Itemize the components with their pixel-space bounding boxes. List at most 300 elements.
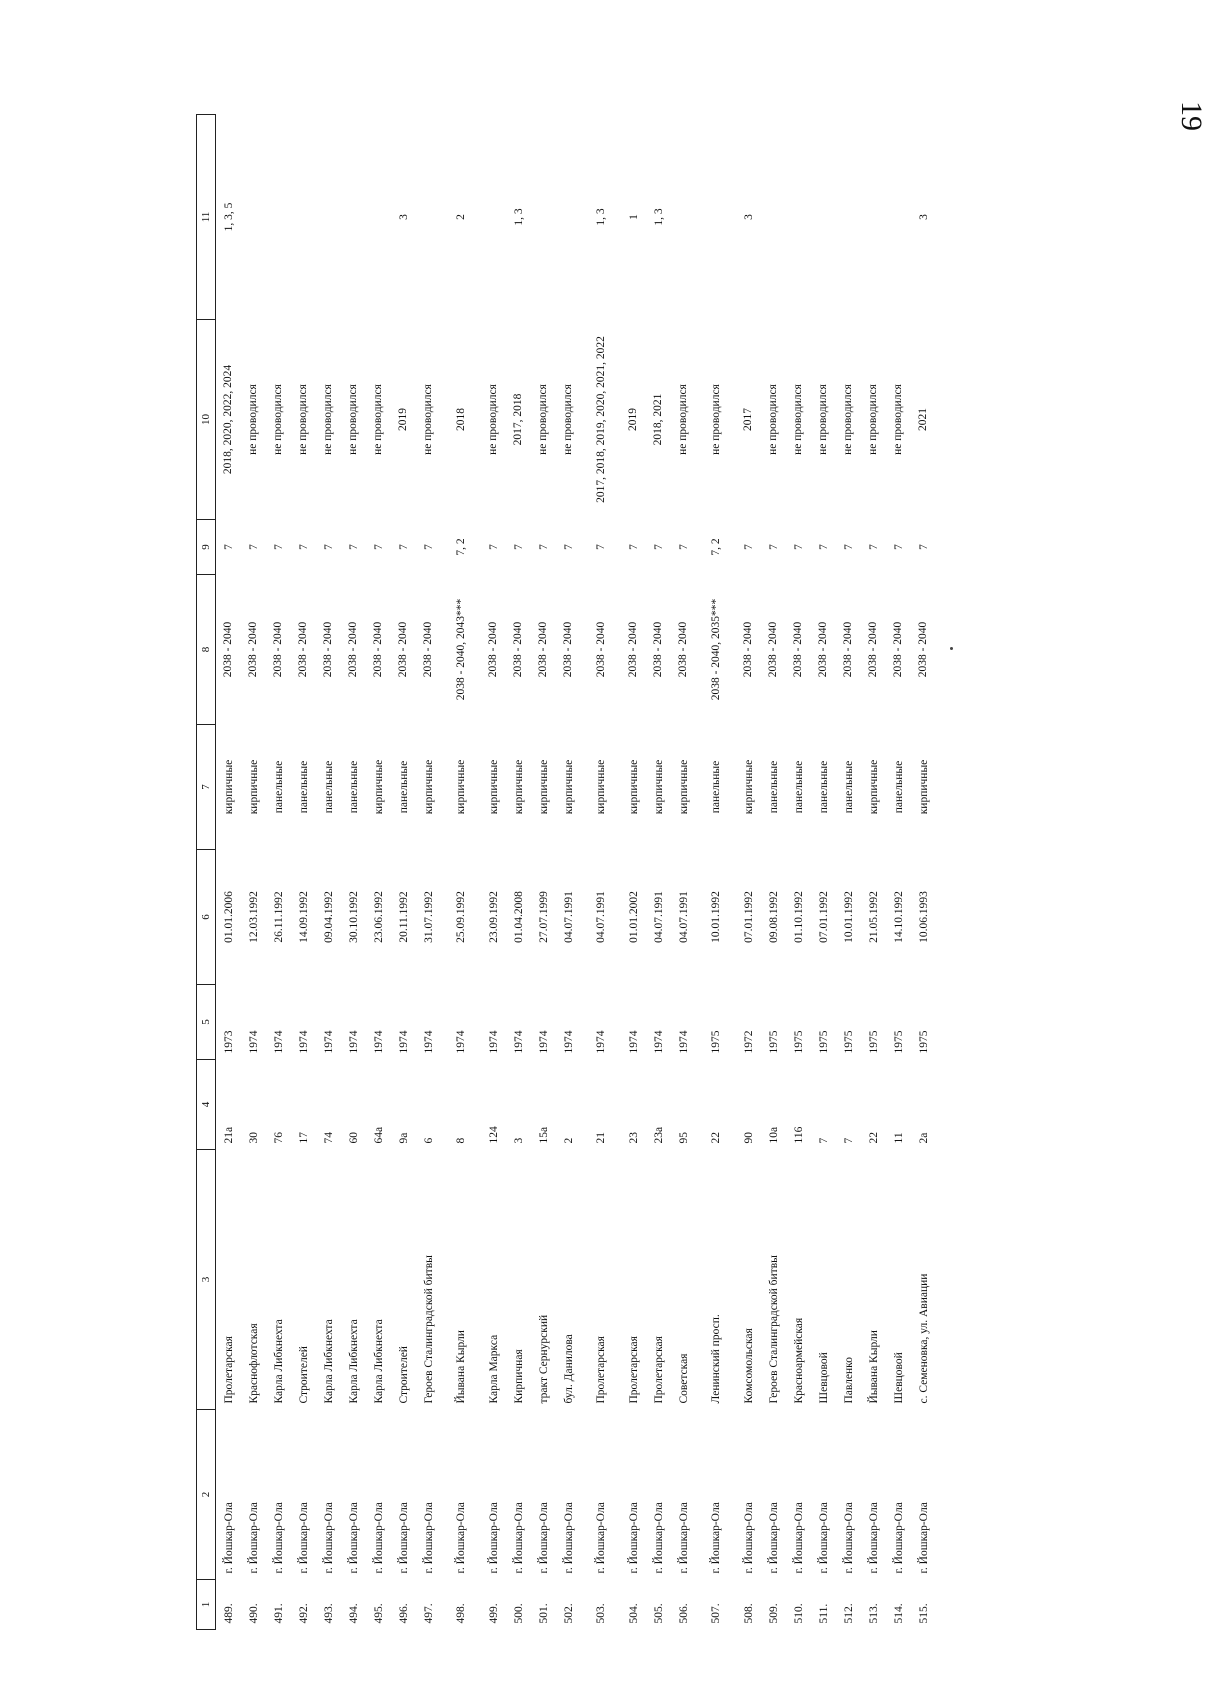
row-number: 499. bbox=[487, 1603, 500, 1624]
completed-work-cell bbox=[341, 115, 366, 320]
house-number-cell: 64а bbox=[372, 1126, 385, 1144]
city-cell: г. Йошкар-Ола bbox=[710, 1502, 722, 1574]
date-cell: 12.03.1992 bbox=[247, 891, 260, 943]
house-number-cell: 17 bbox=[297, 1132, 310, 1144]
work-type-cell: 7 bbox=[297, 544, 310, 550]
completed-work-cell bbox=[266, 115, 291, 320]
city-cell: г. Йошкар-Ола bbox=[297, 1502, 310, 1574]
completed-years-cell: не проводился bbox=[272, 384, 284, 455]
completed-years-cell: не проводился bbox=[537, 384, 549, 455]
completed-years-cell: 2018, 2020, 2022, 2024 bbox=[222, 364, 234, 475]
city-cell: г. Йошкар-Ола bbox=[892, 1502, 905, 1574]
column-header: 9 bbox=[197, 520, 216, 575]
work-type-cell: 7 bbox=[397, 544, 410, 550]
work-type-cell: 7 bbox=[272, 544, 285, 550]
work-type-cell: 7 bbox=[347, 544, 360, 550]
date-cell: 14.09.1992 bbox=[297, 891, 310, 943]
date-cell: 04.07.1991 bbox=[562, 891, 575, 943]
wall-material-cell: панельные bbox=[347, 760, 360, 814]
completed-work-cell bbox=[671, 115, 696, 320]
completed-work-cell bbox=[531, 115, 556, 320]
city-cell: г. Йошкар-Ола bbox=[347, 1502, 360, 1574]
house-number-cell: 3 bbox=[512, 1137, 525, 1144]
work-type-cell: 7 bbox=[767, 544, 780, 550]
date-cell: 23.06.1992 bbox=[372, 891, 385, 943]
build-year-cell: 1975 bbox=[842, 1030, 855, 1054]
completed-years-cell: не проводился bbox=[842, 384, 854, 455]
wall-material-cell: панельные bbox=[710, 760, 722, 814]
city-cell: г. Йошкар-Ола bbox=[917, 1502, 930, 1574]
street-cell: Карла Маркса bbox=[487, 1334, 500, 1404]
work-type-cell: 7 bbox=[562, 544, 575, 550]
house-number-cell: 7 bbox=[817, 1137, 830, 1144]
row-number: 501. bbox=[537, 1603, 550, 1624]
row-number: 502. bbox=[562, 1603, 575, 1624]
city-cell: г. Йошкар-Ола bbox=[537, 1502, 550, 1574]
completed-years-cell: 2017 bbox=[742, 408, 754, 431]
table-row bbox=[761, 115, 786, 1630]
build-year-cell: 1974 bbox=[372, 1030, 385, 1054]
date-cell: 01.01.2006 bbox=[222, 891, 235, 943]
wall-material-cell: панельные bbox=[397, 760, 410, 814]
completed-work-cell bbox=[291, 115, 316, 320]
work-type-cell: 7 bbox=[422, 544, 435, 550]
row-number: 507. bbox=[710, 1603, 722, 1624]
table-row bbox=[671, 115, 696, 1630]
city-cell: г. Йошкар-Ола bbox=[652, 1502, 665, 1574]
wall-material-cell: кирпичные bbox=[455, 759, 467, 815]
completed-work-cell bbox=[761, 115, 786, 320]
planned-period-cell: 2038 - 2040 bbox=[867, 621, 879, 678]
row-number: 505. bbox=[652, 1603, 665, 1624]
work-type-cell: 7 bbox=[627, 544, 640, 550]
build-year-cell: 1975 bbox=[867, 1030, 880, 1054]
wall-material-cell: кирпичные bbox=[595, 759, 607, 815]
city-cell: г. Йошкар-Ола bbox=[595, 1502, 607, 1574]
house-number-cell: 90 bbox=[742, 1132, 755, 1144]
completed-work-cell bbox=[696, 115, 736, 320]
row-number: 498. bbox=[455, 1603, 467, 1624]
build-year-cell: 1974 bbox=[652, 1030, 665, 1054]
work-type-cell: 7 bbox=[595, 544, 607, 550]
build-year-cell: 1975 bbox=[892, 1030, 905, 1054]
street-cell: Карла Либкнехта bbox=[322, 1319, 335, 1404]
date-cell: 23.09.1992 bbox=[487, 891, 500, 943]
table-row bbox=[341, 115, 366, 1630]
build-year-cell: 1974 bbox=[297, 1030, 310, 1054]
street-cell: Пролетарская bbox=[595, 1336, 607, 1404]
city-cell: г. Йошкар-Ола bbox=[842, 1502, 855, 1574]
street-cell: Строителей bbox=[297, 1346, 310, 1404]
row-number: 490. bbox=[247, 1603, 260, 1624]
date-cell: 09.04.1992 bbox=[322, 891, 335, 943]
house-number-cell: 95 bbox=[677, 1132, 690, 1144]
column-header: 6 bbox=[197, 850, 216, 985]
completed-years-cell: 2021 bbox=[917, 408, 929, 431]
table-row bbox=[391, 115, 416, 1630]
house-number-cell: 15а bbox=[537, 1126, 550, 1144]
planned-period-cell: 2038 - 2040 bbox=[677, 621, 689, 678]
street-cell: Карла Либкнехта bbox=[372, 1319, 385, 1404]
house-number-cell: 116 bbox=[792, 1126, 805, 1144]
work-type-cell: 7 bbox=[677, 544, 690, 550]
house-number-cell: 23 bbox=[627, 1132, 640, 1144]
work-type-cell: 7, 2 bbox=[455, 538, 467, 556]
street-cell: Йывана Кырли bbox=[455, 1330, 467, 1404]
planned-period-cell: 2038 - 2040 bbox=[817, 621, 829, 678]
planned-period-cell: 2038 - 2040 bbox=[247, 621, 259, 678]
city-cell: г. Йошкар-Ола bbox=[397, 1502, 410, 1574]
wall-material-cell: панельные bbox=[272, 760, 285, 814]
city-cell: г. Йошкар-Ола bbox=[867, 1502, 880, 1574]
planned-period-cell: 2038 - 2040, 2035*** bbox=[709, 598, 722, 701]
planned-period-cell: 2038 - 2040 bbox=[792, 621, 804, 678]
row-number: 497. bbox=[422, 1603, 435, 1624]
house-number-cell: 2а bbox=[917, 1132, 930, 1144]
city-cell: г. Йошкар-Ола bbox=[222, 1502, 235, 1574]
date-cell: 21.05.1992 bbox=[867, 891, 880, 943]
date-cell: 01.01.2002 bbox=[627, 891, 640, 943]
completed-work-cell: 2 bbox=[455, 214, 467, 220]
house-number-cell: 8 bbox=[455, 1137, 467, 1144]
build-year-cell: 1973 bbox=[222, 1030, 235, 1054]
build-year-cell: 1975 bbox=[767, 1030, 780, 1054]
build-year-cell: 1974 bbox=[627, 1030, 640, 1054]
work-type-cell: 7 bbox=[222, 544, 235, 550]
table-row bbox=[266, 115, 291, 1630]
row-number: 504. bbox=[627, 1603, 640, 1624]
city-cell: г. Йошкар-Ола bbox=[627, 1502, 640, 1574]
completed-years-cell: 2018, 2021 bbox=[652, 393, 664, 446]
column-header: 2 bbox=[197, 1410, 216, 1580]
city-cell: г. Йошкар-Ола bbox=[422, 1502, 435, 1574]
planned-period-cell: 2038 - 2040 bbox=[842, 621, 854, 678]
wall-material-cell: панельные bbox=[322, 760, 335, 814]
completed-years-cell: не проводился bbox=[422, 384, 434, 455]
column-header: 5 bbox=[197, 985, 216, 1060]
house-number-cell: 11 bbox=[892, 1132, 905, 1144]
city-cell: г. Йошкар-Ола bbox=[677, 1502, 690, 1574]
completed-years-cell: не проводился bbox=[322, 384, 334, 455]
city-cell: г. Йошкар-Ола bbox=[322, 1502, 335, 1574]
row-number: 506. bbox=[677, 1603, 690, 1624]
completed-work-cell: 1, 3 bbox=[512, 208, 525, 226]
completed-work-cell bbox=[786, 115, 811, 320]
completed-work-cell bbox=[836, 115, 861, 320]
wall-material-cell: кирпичные bbox=[917, 759, 930, 815]
completed-work-cell: 1, 3, 5 bbox=[222, 202, 235, 232]
row-number: 500. bbox=[512, 1603, 525, 1624]
planned-period-cell: 2038 - 2040 bbox=[322, 621, 334, 678]
column-header: 1 bbox=[197, 1580, 216, 1630]
build-year-cell: 1974 bbox=[487, 1030, 500, 1054]
planned-period-cell: 2038 - 2040 bbox=[562, 621, 574, 678]
row-number: 495. bbox=[372, 1603, 385, 1624]
planned-period-cell: 2038 - 2040 bbox=[487, 621, 499, 678]
street-cell: Йывана Кырли bbox=[867, 1330, 880, 1404]
table-row bbox=[696, 115, 736, 1630]
planned-period-cell: 2038 - 2040 bbox=[594, 621, 607, 678]
row-number: 511. bbox=[817, 1603, 830, 1624]
city-cell: г. Йошкар-Ола bbox=[487, 1502, 500, 1574]
completed-work-cell bbox=[366, 115, 391, 320]
planned-period-cell: 2038 - 2040 bbox=[767, 621, 779, 678]
table-row bbox=[481, 115, 506, 1630]
build-year-cell: 1974 bbox=[455, 1030, 467, 1054]
completed-years-cell: не проводился bbox=[347, 384, 359, 455]
street-cell: Комсомольская bbox=[742, 1328, 755, 1404]
street-cell: Павленко bbox=[842, 1357, 855, 1404]
work-type-cell: 7 bbox=[372, 544, 385, 550]
table-row bbox=[886, 115, 911, 1630]
table-row bbox=[241, 115, 266, 1630]
scan-speck bbox=[950, 647, 953, 650]
planned-period-cell: 2038 - 2040 bbox=[742, 621, 754, 678]
wall-material-cell: панельные bbox=[817, 760, 830, 814]
completed-years-cell: 2017, 2018 bbox=[512, 393, 524, 446]
wall-material-cell: кирпичные bbox=[867, 759, 880, 815]
build-year-cell: 1974 bbox=[247, 1030, 260, 1054]
date-cell: 01.10.1992 bbox=[792, 891, 805, 943]
house-number-cell: 2 bbox=[562, 1137, 575, 1144]
completed-years-cell: 2019 bbox=[397, 408, 409, 431]
house-number-cell: 22 bbox=[710, 1132, 722, 1144]
street-cell: бул. Данилова bbox=[562, 1334, 575, 1404]
completed-work-cell: 1, 3 bbox=[652, 208, 665, 226]
wall-material-cell: панельные bbox=[297, 760, 310, 814]
work-type-cell: 7 bbox=[742, 544, 755, 550]
date-cell: 07.01.1992 bbox=[742, 891, 755, 943]
row-number: 514. bbox=[892, 1603, 905, 1624]
row-number: 508. bbox=[742, 1603, 755, 1624]
date-cell: 10.06.1993 bbox=[917, 891, 930, 943]
completed-work-cell: 1, 3 bbox=[595, 208, 607, 226]
house-number-cell: 21а bbox=[222, 1126, 235, 1144]
housing-table bbox=[196, 114, 936, 1630]
table-row bbox=[581, 115, 621, 1630]
house-number-cell: 22 bbox=[867, 1132, 880, 1144]
completed-years-cell: 2019 bbox=[627, 408, 639, 431]
build-year-cell: 1974 bbox=[537, 1030, 550, 1054]
house-number-cell: 60 bbox=[347, 1132, 360, 1144]
city-cell: г. Йошкар-Ола bbox=[817, 1502, 830, 1574]
table-row bbox=[441, 115, 481, 1630]
completed-years-cell: не проводился bbox=[297, 384, 309, 455]
date-cell: 14.10.1992 bbox=[892, 891, 905, 943]
row-number: 489. bbox=[222, 1603, 235, 1624]
date-cell: 27.07.1999 bbox=[537, 891, 550, 943]
completed-years-cell: не проводился bbox=[892, 384, 904, 455]
table-row bbox=[506, 115, 531, 1630]
planned-period-cell: 2038 - 2040 bbox=[347, 621, 359, 678]
street-cell: Пролетарская bbox=[222, 1336, 235, 1404]
build-year-cell: 1975 bbox=[710, 1030, 722, 1054]
street-cell: Шевцовой bbox=[892, 1352, 905, 1404]
street-cell: Кирпичная bbox=[512, 1349, 525, 1404]
city-cell: г. Йошкар-Ола bbox=[562, 1502, 575, 1574]
column-header: 8 bbox=[197, 575, 216, 725]
table-row bbox=[291, 115, 316, 1630]
date-cell: 09.08.1992 bbox=[767, 891, 780, 943]
completed-years-cell: не проводился bbox=[709, 384, 722, 455]
work-type-cell: 7 bbox=[917, 544, 930, 550]
header-row bbox=[197, 115, 216, 1630]
table-row bbox=[416, 115, 441, 1630]
work-type-cell: 7 bbox=[892, 544, 905, 550]
date-cell: 26.11.1992 bbox=[272, 891, 285, 943]
date-cell: 20.11.1992 bbox=[397, 891, 410, 943]
build-year-cell: 1974 bbox=[422, 1030, 435, 1054]
completed-years-cell: не проводился bbox=[792, 384, 804, 455]
planned-period-cell: 2038 - 2040 bbox=[537, 621, 549, 678]
housing-table-container bbox=[196, 115, 936, 1630]
date-cell: 07.01.1992 bbox=[817, 891, 830, 943]
city-cell: г. Йошкар-Ола bbox=[455, 1502, 467, 1574]
city-cell: г. Йошкар-Ола bbox=[512, 1502, 525, 1574]
build-year-cell: 1974 bbox=[347, 1030, 360, 1054]
house-number-cell: 10а bbox=[767, 1126, 780, 1144]
build-year-cell: 1975 bbox=[817, 1030, 830, 1054]
date-cell: 04.07.1991 bbox=[677, 891, 690, 943]
house-number-cell: 6 bbox=[422, 1137, 435, 1144]
planned-period-cell: 2038 - 2040 bbox=[652, 621, 664, 678]
completed-work-cell bbox=[556, 115, 581, 320]
row-number: 503. bbox=[595, 1603, 607, 1624]
planned-period-cell: 2038 - 2040, 2043*** bbox=[454, 598, 467, 701]
table-body bbox=[216, 115, 937, 1630]
completed-work-cell: 3 bbox=[917, 214, 930, 220]
wall-material-cell: кирпичные bbox=[487, 759, 500, 815]
row-number: 491. bbox=[272, 1603, 285, 1624]
column-header: 7 bbox=[197, 725, 216, 850]
completed-years-cell: не проводился bbox=[677, 384, 689, 455]
build-year-cell: 1974 bbox=[272, 1030, 285, 1054]
house-number-cell: 9а bbox=[397, 1132, 410, 1144]
completed-work-cell bbox=[241, 115, 266, 320]
city-cell: г. Йошкар-Ола bbox=[247, 1502, 260, 1574]
date-cell: 10.01.1992 bbox=[842, 891, 855, 943]
table-row bbox=[786, 115, 811, 1630]
planned-period-cell: 2038 - 2040 bbox=[297, 621, 309, 678]
house-number-cell: 76 bbox=[272, 1132, 285, 1144]
street-cell: Карла Либкнехта bbox=[347, 1319, 360, 1404]
date-cell: 04.07.1991 bbox=[652, 891, 665, 943]
house-number-cell: 74 bbox=[322, 1132, 335, 1144]
house-number-cell: 7 bbox=[842, 1137, 855, 1144]
planned-period-cell: 2038 - 2040 bbox=[627, 621, 639, 678]
table-row bbox=[216, 115, 242, 1630]
wall-material-cell: кирпичные bbox=[537, 759, 550, 815]
street-cell: Пролетарская bbox=[627, 1336, 640, 1404]
city-cell: г. Йошкар-Ола bbox=[742, 1502, 755, 1574]
row-number: 512. bbox=[842, 1603, 855, 1624]
work-type-cell: 7 bbox=[247, 544, 260, 550]
wall-material-cell: кирпичные bbox=[627, 759, 640, 815]
row-number: 492. bbox=[297, 1603, 310, 1624]
page-number: 19 bbox=[1175, 101, 1208, 131]
build-year-cell: 1972 bbox=[742, 1030, 755, 1054]
street-cell: Краснофлотская bbox=[247, 1323, 260, 1404]
table-row bbox=[366, 115, 391, 1630]
completed-years-cell: не проводился bbox=[867, 384, 879, 455]
house-number-cell: 124 bbox=[487, 1126, 500, 1144]
house-number-cell: 23а bbox=[652, 1126, 665, 1144]
table-row bbox=[646, 115, 671, 1630]
table-row bbox=[556, 115, 581, 1630]
build-year-cell: 1974 bbox=[595, 1030, 607, 1054]
wall-material-cell: кирпичные bbox=[372, 759, 385, 815]
completed-work-cell bbox=[481, 115, 506, 320]
wall-material-cell: кирпичные bbox=[222, 759, 235, 815]
row-number: 509. bbox=[767, 1603, 780, 1624]
build-year-cell: 1974 bbox=[322, 1030, 335, 1054]
table-row bbox=[736, 115, 761, 1630]
row-number: 493. bbox=[322, 1603, 335, 1624]
street-cell: Ленинский просп. bbox=[710, 1314, 722, 1404]
planned-period-cell: 2038 - 2040 bbox=[917, 621, 929, 678]
completed-work-cell bbox=[316, 115, 341, 320]
build-year-cell: 1975 bbox=[917, 1030, 930, 1054]
column-header: 3 bbox=[197, 1150, 216, 1410]
wall-material-cell: панельные bbox=[792, 760, 805, 814]
wall-material-cell: панельные bbox=[767, 760, 780, 814]
table-row bbox=[621, 115, 646, 1630]
street-cell: Советская bbox=[677, 1353, 690, 1404]
date-cell: 10.01.1992 bbox=[710, 891, 722, 943]
street-cell: Красноармейская bbox=[792, 1317, 805, 1404]
work-type-cell: 7 bbox=[842, 544, 855, 550]
completed-years-cell: 2018 bbox=[454, 408, 467, 431]
table-row bbox=[911, 115, 936, 1630]
date-cell: 04.07.1991 bbox=[595, 891, 607, 943]
row-number: 496. bbox=[397, 1603, 410, 1624]
city-cell: г. Йошкар-Ола bbox=[792, 1502, 805, 1574]
column-header: 10 bbox=[197, 320, 216, 520]
completed-work-cell: 1 bbox=[627, 214, 640, 220]
street-cell: с. Семеновка, ул. Авиации bbox=[917, 1273, 930, 1404]
table-row bbox=[836, 115, 861, 1630]
completed-years-cell: не проводился bbox=[487, 384, 499, 455]
completed-work-cell: 3 bbox=[742, 214, 755, 220]
row-number: 513. bbox=[867, 1603, 880, 1624]
date-cell: 31.07.1992 bbox=[422, 891, 435, 943]
city-cell: г. Йошкар-Ола bbox=[372, 1502, 385, 1574]
work-type-cell: 7 bbox=[512, 544, 525, 550]
completed-work-cell: 3 bbox=[397, 214, 410, 220]
wall-material-cell: кирпичные bbox=[677, 759, 690, 815]
wall-material-cell: панельные bbox=[842, 760, 855, 814]
work-type-cell: 7 bbox=[867, 544, 880, 550]
column-header: 11 bbox=[197, 115, 216, 320]
wall-material-cell: кирпичные bbox=[652, 759, 665, 815]
work-type-cell: 7 bbox=[792, 544, 805, 550]
planned-period-cell: 2038 - 2040 bbox=[512, 621, 524, 678]
city-cell: г. Йошкар-Ола bbox=[272, 1502, 285, 1574]
planned-period-cell: 2038 - 2040 bbox=[397, 621, 409, 678]
planned-period-cell: 2038 - 2040 bbox=[422, 621, 434, 678]
completed-years-cell: не проводился bbox=[767, 384, 779, 455]
work-type-cell: 7 bbox=[322, 544, 335, 550]
planned-period-cell: 2038 - 2040 bbox=[222, 621, 234, 678]
table-row bbox=[861, 115, 886, 1630]
wall-material-cell: кирпичные bbox=[562, 759, 575, 815]
planned-period-cell: 2038 - 2040 bbox=[372, 621, 384, 678]
row-number: 510. bbox=[792, 1603, 805, 1624]
street-cell: Карла Либкнехта bbox=[272, 1319, 285, 1404]
street-cell: Пролетарская bbox=[652, 1336, 665, 1404]
work-type-cell: 7 bbox=[537, 544, 550, 550]
planned-period-cell: 2038 - 2040 bbox=[892, 621, 904, 678]
